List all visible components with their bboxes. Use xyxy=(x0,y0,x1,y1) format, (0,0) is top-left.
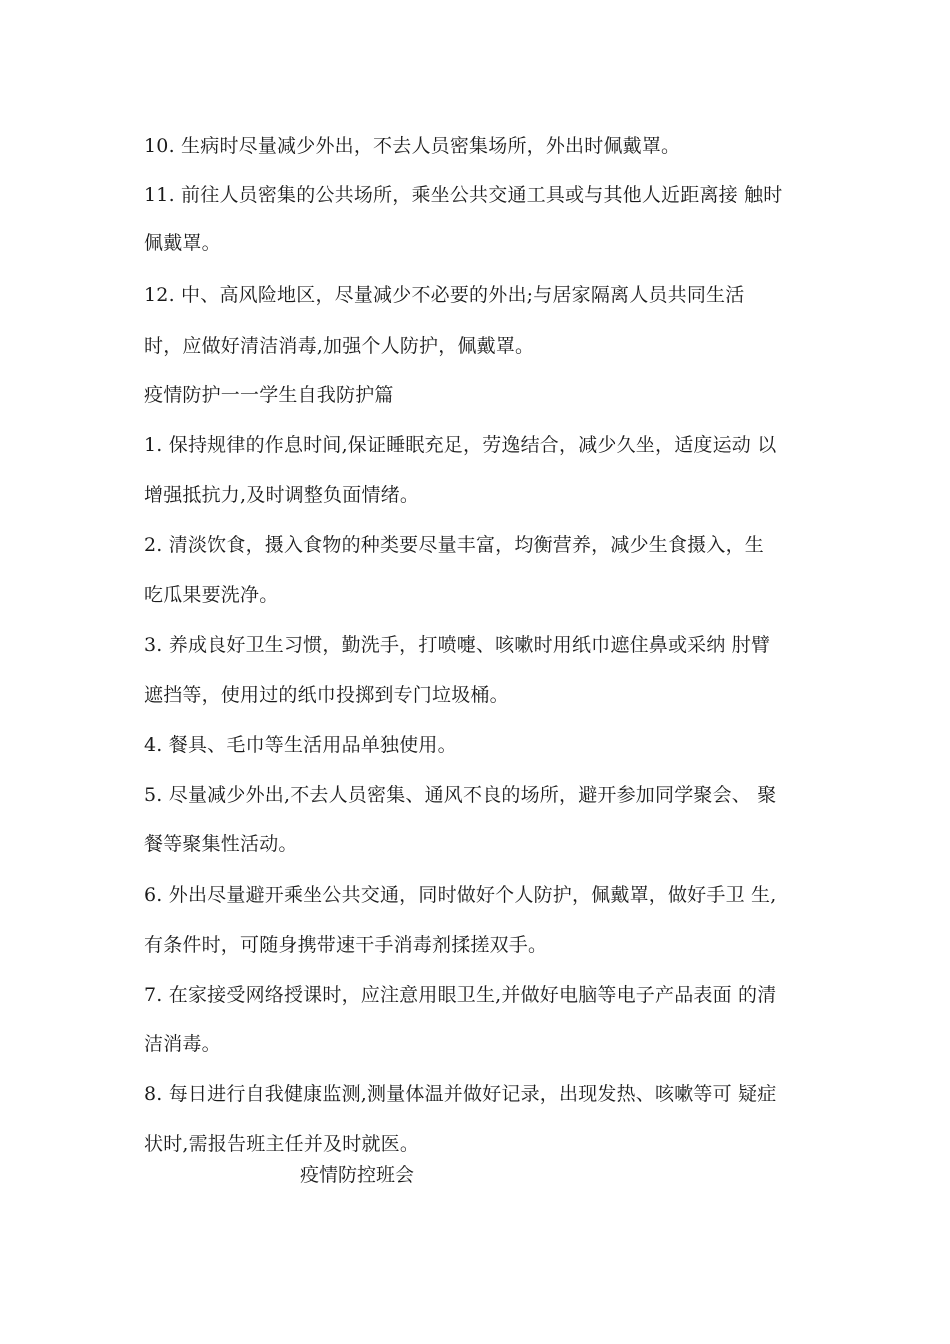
footer-title: 疫情防控班会 xyxy=(300,1164,415,1186)
paragraph-line: 洁消毒。 xyxy=(144,1033,221,1055)
paragraph-line: 6. 外出尽量避开乘坐公共交通，同时做好个人防护，佩戴罩，做好手卫 生, xyxy=(144,884,777,906)
paragraph-line: 8. 每日进行自我健康监测,测量体温并做好记录，出现发热、咳嗽等可 疑症 xyxy=(144,1083,777,1105)
paragraph-line: 有条件时，可随身携带速干手消毒剂揉搓双手。 xyxy=(144,934,548,956)
paragraph-line: 时，应做好清洁消毒,加强个人防护，佩戴罩。 xyxy=(144,335,535,357)
paragraph-line: 餐等聚集性活动。 xyxy=(144,833,298,855)
paragraph-line: 吃瓜果要洗净。 xyxy=(144,584,279,606)
paragraph-line: 遮挡等，使用过的纸巾投掷到专门垃圾桶。 xyxy=(144,684,509,706)
paragraph-line: 增强抵抗力,及时调整负面情绪。 xyxy=(144,484,420,506)
paragraph-line: 3. 养成良好卫生习惯，勤洗手，打喷嚏、咳嗽时用纸巾遮住鼻或采纳 肘臂 xyxy=(144,634,771,656)
paragraph-line: 7. 在家接受网络授课时，应注意用眼卫生,并做好电脑等电子产品表面 的清 xyxy=(144,984,777,1006)
paragraph-line: 12. 中、高风险地区，尽量减少不必要的外出;与居家隔离人员共同生活 xyxy=(144,284,745,306)
paragraph-line: 10. 生病时尽量减少外出，不去人员密集场所，外出时佩戴罩。 xyxy=(144,135,681,157)
paragraph-line: 5. 尽量减少外出,不去人员密集、通风不良的场所，避开参加同学聚会、 聚 xyxy=(144,784,777,806)
paragraph-line: 11. 前往人员密集的公共场所，乘坐公共交通工具或与其他人近距离接 触时 xyxy=(144,184,783,206)
paragraph-line: 状时,需报告班主任并及时就医。 xyxy=(144,1133,420,1155)
paragraph-line: 2. 清淡饮食，摄入食物的种类要尽量丰富，均衡营养，减少生食摄入，生 xyxy=(144,534,764,556)
paragraph-line: 4. 餐具、毛巾等生活用品单独使用。 xyxy=(144,734,457,756)
paragraph-line: 佩戴罩。 xyxy=(144,232,221,254)
paragraph-line: 1. 保持规律的作息时间,保证睡眠充足，劳逸结合，减少久坐，适度运动 以 xyxy=(144,434,777,456)
section-heading: 疫情防护一一学生自我防护篇 xyxy=(144,384,394,406)
